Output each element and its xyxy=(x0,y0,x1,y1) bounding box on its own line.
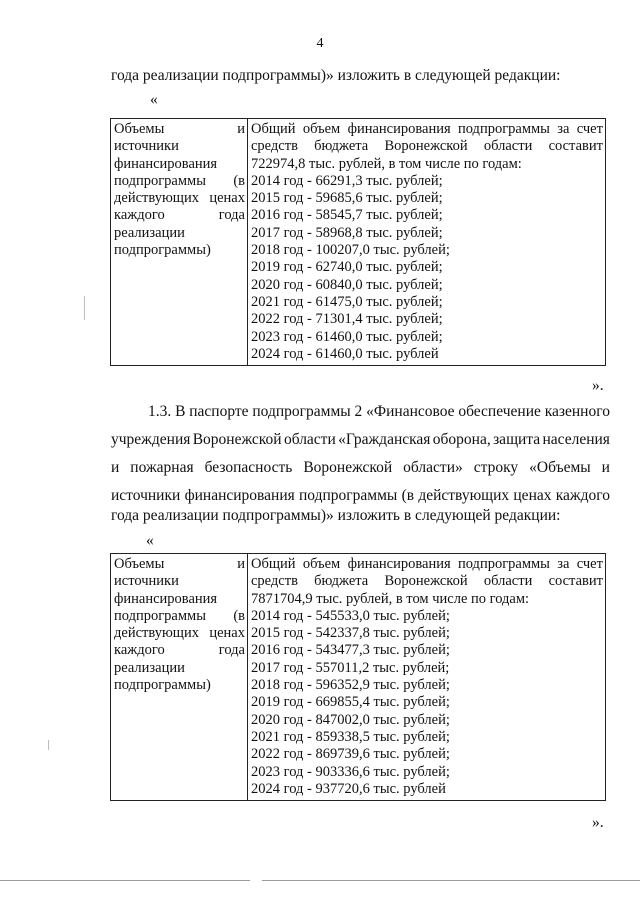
funding-summary-word: 722974,8 тыс. рублей, в том числе по годам: xyxy=(251,155,522,172)
paragraph-word: и xyxy=(601,459,610,476)
funding-summary-line xyxy=(251,556,603,573)
paragraph-word: «Объемы xyxy=(529,459,591,476)
funding-summary-line xyxy=(251,121,603,138)
paragraph-word: подпрограммы xyxy=(299,487,398,504)
funding-summary-word: за xyxy=(557,556,570,572)
funding-summary-word: средств xyxy=(251,573,298,590)
left-cell-line xyxy=(114,556,245,573)
funding-summary-word: области xyxy=(483,573,533,590)
left-cell-word: ценах xyxy=(209,190,245,207)
year-funding-line: 2016 год - 58545,7 тыс. рублей; xyxy=(251,207,443,224)
paragraph-word: «Финансовое xyxy=(366,403,455,420)
funding-summary-line xyxy=(251,138,603,155)
year-funding-line: 2020 год - 60840,0 тыс. рублей; xyxy=(251,276,443,293)
left-cell-word: ценах xyxy=(209,625,245,642)
table1-left-lines xyxy=(114,121,245,259)
funding-summary-word: Воронежской xyxy=(384,138,468,155)
footer-rule-right xyxy=(262,880,640,881)
funding-summary-word: 7871704,9 тыс. рублей, в том числе по годам: xyxy=(251,590,530,607)
year-funding-line: 2019 год - 62740,0 тыс. рублей; xyxy=(251,259,443,276)
intro-line: года реализации подпрограммы)» изложить в следующей редакции: xyxy=(111,67,561,84)
year-funding-line: 2017 год - 58968,8 тыс. рублей; xyxy=(251,224,443,241)
funding-summary-line xyxy=(251,591,603,608)
funding-summary-word: Воронежской xyxy=(384,573,468,590)
funding-summary-word: Общий xyxy=(251,121,296,137)
left-cell-line xyxy=(114,173,245,190)
paragraph-word: обеспечение xyxy=(458,403,541,420)
table1-year-list xyxy=(251,173,603,363)
paragraph-word: ценах xyxy=(513,487,552,504)
scan-speck xyxy=(48,740,49,750)
paragraph-line-1 xyxy=(148,402,610,422)
year-funding-line: 2014 год - 545533,0 тыс. рублей; xyxy=(251,607,450,624)
left-cell-word: года xyxy=(218,207,245,224)
open-quote-1: « xyxy=(150,91,158,108)
table2-right-header xyxy=(251,556,603,608)
funding-summary-word: подпрограммы xyxy=(457,121,550,137)
paragraph-word: подпрограммы xyxy=(252,403,351,420)
passport-table-1 xyxy=(110,118,606,366)
year-funding-line: 2015 год - 542337,8 тыс. рублей; xyxy=(251,625,450,642)
paragraph-word: Воронежской xyxy=(303,459,393,476)
funding-summary-word: области xyxy=(483,138,533,155)
paragraph-word: пожарная xyxy=(130,459,194,476)
year-funding-line: 2022 год - 71301,4 тыс. рублей; xyxy=(251,311,443,328)
funding-summary-line xyxy=(251,156,603,173)
left-cell-line xyxy=(114,660,245,677)
left-cell-word: года xyxy=(218,642,245,659)
year-funding-line: 2023 год - 61460,0 тыс. рублей; xyxy=(251,328,443,345)
table2-right-cell xyxy=(248,554,606,801)
funding-summary-word: счет xyxy=(576,121,603,137)
left-cell-line xyxy=(114,121,245,138)
left-cell-word: источники xyxy=(114,573,179,590)
paragraph-word: учреждения xyxy=(111,431,191,448)
page-number: 4 xyxy=(316,36,324,51)
paragraph-word: области» xyxy=(403,459,463,476)
left-cell-word: (в xyxy=(233,607,245,624)
left-cell-word: подпрограммы) xyxy=(114,242,211,259)
left-cell-word: финансирования xyxy=(114,155,218,172)
left-cell-word: каждого xyxy=(114,207,165,224)
paragraph-word: оборона, xyxy=(432,431,491,448)
funding-summary-word: Общий xyxy=(251,556,296,572)
left-cell-line xyxy=(114,242,245,259)
funding-summary-word: составит xyxy=(548,138,603,155)
passport-table-2 xyxy=(110,553,606,801)
year-funding-line: 2019 год - 669855,4 тыс. рублей; xyxy=(251,694,450,711)
paragraph-word: и xyxy=(111,459,120,476)
left-cell-line xyxy=(114,207,245,224)
year-funding-line: 2023 год - 903336,6 тыс. рублей; xyxy=(251,763,450,780)
paragraph-word: области xyxy=(283,431,336,448)
left-cell-word: подпрограммы xyxy=(114,607,206,624)
left-cell-line xyxy=(114,190,245,207)
paragraph-word: 1.3. xyxy=(148,403,172,420)
funding-summary-word: объем xyxy=(302,121,341,137)
left-cell-word: подпрограммы xyxy=(114,172,206,189)
left-cell-word: реализации xyxy=(114,659,185,676)
left-cell-line xyxy=(114,642,245,659)
year-funding-line: 2016 год - 543477,3 тыс. рублей; xyxy=(251,642,450,659)
paragraph-word: (в xyxy=(401,487,415,504)
funding-summary-word: финансирования xyxy=(347,121,451,137)
left-cell-line xyxy=(114,625,245,642)
paragraph-word: В xyxy=(175,403,186,420)
funding-summary-word: бюджета xyxy=(314,573,369,590)
left-cell-word: Объемы xyxy=(114,556,165,572)
table2-left-cell xyxy=(111,554,248,801)
paragraph-word: «Гражданская xyxy=(338,431,431,448)
paragraph-word: строку xyxy=(473,459,519,476)
paragraph-line-5: года реализации подпрограммы)» изложить в следующей редакции: xyxy=(111,507,561,524)
left-cell-line xyxy=(114,138,245,155)
left-cell-line xyxy=(114,677,245,694)
left-cell-line xyxy=(114,156,245,173)
paragraph-word: Воронежской xyxy=(192,431,282,448)
year-funding-line: 2020 год - 847002,0 тыс. рублей; xyxy=(251,711,450,728)
left-cell-line xyxy=(114,573,245,590)
left-cell-word: (в xyxy=(233,172,245,189)
paragraph-word: безопасность xyxy=(204,459,293,476)
table1-right-header xyxy=(251,121,603,173)
year-funding-line: 2021 год - 61475,0 тыс. рублей; xyxy=(251,293,443,310)
paragraph-word: источники xyxy=(111,487,181,504)
paragraph-word: действующих xyxy=(418,487,510,504)
paragraph-line-3 xyxy=(111,458,610,478)
table2-year-list xyxy=(251,608,603,798)
year-funding-line: 2021 год - 859338,5 тыс. рублей; xyxy=(251,728,450,745)
left-cell-word: действующих xyxy=(114,190,199,207)
left-cell-word: Объемы xyxy=(114,121,165,137)
scan-speck xyxy=(84,296,85,320)
year-funding-line: 2014 год - 66291,3 тыс. рублей; xyxy=(251,172,443,189)
funding-summary-word: счет xyxy=(576,556,603,572)
year-funding-line: 2018 год - 100207,0 тыс. рублей; xyxy=(251,242,450,259)
table1-left-cell xyxy=(111,119,248,366)
left-cell-word: реализации xyxy=(114,224,185,241)
close-quote-1: ». xyxy=(592,377,604,394)
footer-rule-left xyxy=(0,880,250,881)
left-cell-word: и xyxy=(237,121,245,137)
paragraph-word: 2 xyxy=(354,403,363,420)
paragraph-word: паспорте xyxy=(189,403,249,420)
open-quote-2: « xyxy=(146,532,154,549)
paragraph-word: финансирования xyxy=(184,487,295,504)
paragraph-word: населения xyxy=(542,431,610,448)
funding-summary-word: бюджета xyxy=(314,138,369,155)
paragraph-line-2 xyxy=(111,430,610,450)
left-cell-word: финансирования xyxy=(114,590,218,607)
left-cell-line xyxy=(114,608,245,625)
year-funding-line: 2018 год - 596352,9 тыс. рублей; xyxy=(251,677,450,694)
left-cell-line xyxy=(114,591,245,608)
year-funding-line: 2015 год - 59685,6 тыс. рублей; xyxy=(251,190,443,207)
table1-right-cell xyxy=(248,119,606,366)
funding-summary-word: финансирования xyxy=(347,556,451,572)
funding-summary-word: составит xyxy=(548,573,603,590)
left-cell-word: действующих xyxy=(114,625,199,642)
close-quote-2: ». xyxy=(592,814,604,831)
year-funding-line: 2024 год - 937720,6 тыс. рублей xyxy=(251,780,446,797)
paragraph-word: защита xyxy=(493,431,541,448)
year-funding-line: 2022 год - 869739,6 тыс. рублей; xyxy=(251,746,450,763)
table2-left-lines xyxy=(114,556,245,694)
left-cell-word: каждого xyxy=(114,642,165,659)
paragraph-word: казенного xyxy=(544,403,610,420)
funding-summary-word: подпрограммы xyxy=(457,556,550,572)
paragraph-line-4 xyxy=(111,486,610,506)
funding-summary-word: объем xyxy=(302,556,341,572)
funding-summary-word: за xyxy=(557,121,570,137)
left-cell-word: и xyxy=(237,556,245,572)
year-funding-line: 2017 год - 557011,2 тыс. рублей; xyxy=(251,659,450,676)
funding-summary-line xyxy=(251,573,603,590)
funding-summary-word: средств xyxy=(251,138,298,155)
left-cell-word: источники xyxy=(114,138,179,155)
year-funding-line: 2024 год - 61460,0 тыс. рублей xyxy=(251,345,439,362)
paragraph-word: каждого xyxy=(555,487,610,504)
left-cell-line xyxy=(114,225,245,242)
left-cell-word: подпрограммы) xyxy=(114,677,211,694)
